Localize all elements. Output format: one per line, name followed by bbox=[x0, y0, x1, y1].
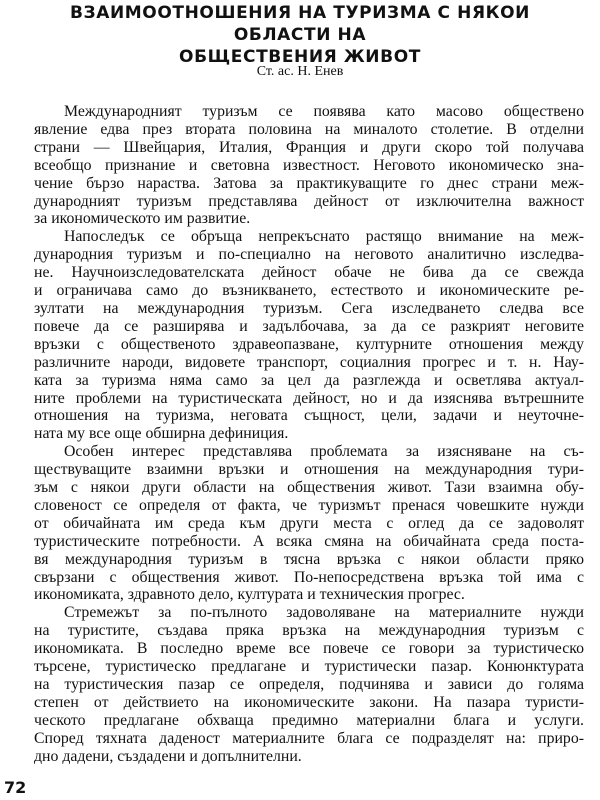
paragraph-line: туристическите потребности. А всяка смяна на обичайната среда поста- bbox=[34, 532, 584, 550]
paragraph-line: всеобщо признание и световна известност. Неговото икономическо зна- bbox=[34, 156, 584, 174]
paragraph-line: не. Научноизследователската дейност обаче не бива да се свежда bbox=[34, 264, 584, 282]
paragraph-line: икономиката, здравното дело, културата и техническия прогрес. bbox=[34, 586, 465, 604]
article-author: Ст. ас. Н. Енев bbox=[256, 64, 344, 79]
paragraph-line: зъм с някои други области на обществения живот. Тази взаимна обу- bbox=[34, 479, 584, 497]
paragraph-line: словеност се определя от факта, че туризмът пренася човешките нужди bbox=[34, 496, 584, 514]
paragraph-line: Според тяхната даденост материалните блага се подразделят на: приро- bbox=[34, 729, 584, 747]
paragraph-line: ческото предлагане обхваща предимно материални блага и услуги. bbox=[34, 711, 584, 729]
paragraph-line: търсене, туристическо предлагане и туристически пазар. Конюнктурата bbox=[34, 658, 584, 676]
paragraph-line: икономиката. В последно време все повече се говори за туристическо bbox=[34, 640, 584, 658]
article-title bbox=[24, 2, 576, 68]
article-title-line: ВЗАИМООТНОШЕНИЯ НА ТУРИЗМА С НЯКОИ ОБЛАСТИ НА bbox=[69, 3, 531, 45]
page-number: 72 bbox=[4, 778, 27, 797]
paragraph-line: връзки с общественото здравеопазване, културните отношения между bbox=[34, 335, 584, 353]
body-paragraph bbox=[34, 443, 584, 604]
paragraph-line: дународния туризъм и по-специално на неговото аналитично изследва- bbox=[34, 246, 584, 264]
paragraph-line: Напоследък се обръща непрекъснато растящо внимание на меж- bbox=[64, 228, 584, 246]
body-paragraph bbox=[34, 103, 584, 228]
paragraph-line: Международният туризъм се появява като масово обществено bbox=[64, 103, 584, 120]
paragraph-line: за икономическото им развитие. bbox=[34, 210, 251, 228]
paragraph-line: на туристите, създава пряка връзка на международния туризъм с bbox=[34, 622, 584, 640]
article-title-line: ОБЩЕСТВЕНИЯ ЖИВОТ bbox=[179, 47, 421, 67]
paragraph-line: ката за туризма няма само за цел да разглежда и осветлява актуал- bbox=[34, 371, 584, 389]
paragraph-line: зултати на международния туризъм. Сега изследването следва все bbox=[34, 299, 584, 317]
body-paragraph bbox=[34, 604, 584, 765]
paragraph-line: различните народи, видовете транспорт, социалния прогрес и т. н. Нау- bbox=[34, 353, 584, 371]
paragraph-line: ните проблеми на туристическата дейност, но и да изяснява вътрешните bbox=[34, 389, 584, 407]
paragraph-line: отношения на туризма, неговата същност, цели, задачи и неуточне- bbox=[34, 407, 584, 425]
paragraph-line: ната му все още обширна дефиниция. bbox=[34, 425, 289, 443]
paragraph-line: степен от действието на икономическите закони. На пазара туристи- bbox=[34, 693, 584, 711]
paragraph-line: чение бързо нараства. Затова за практикуващите го днес страни меж- bbox=[34, 174, 584, 192]
paragraph-line: на туристическия пазар се определя, подчинява и зависи до голяма bbox=[34, 676, 584, 693]
paragraph-line: и ограничава само до възникването, естеството и икономическите ре- bbox=[34, 282, 584, 300]
paragraph-line: ществуващите взаимни връзки и отношения на международния тури- bbox=[34, 461, 584, 479]
paragraph-line: дно дадени, създадени и допълнителни. bbox=[34, 747, 302, 765]
paragraph-line: Стремежът за по-пълното задоволяване на материалните нужди bbox=[64, 604, 584, 622]
article-body bbox=[34, 103, 584, 766]
body-paragraph bbox=[34, 228, 584, 443]
paragraph-line: явление едва през втората половина на миналото столетие. В отделни bbox=[34, 120, 584, 138]
paragraph-line: свързани с обществения живот. По-непосредствена връзка той има с bbox=[34, 568, 584, 586]
paragraph-line: от обичайната им среда към други места с оглед да се задоволят bbox=[34, 514, 584, 532]
paragraph-line: повече да се разширява и задълбочава, за да се разкрият неговите bbox=[34, 317, 584, 335]
paragraph-line: страни — Швейцария, Италия, Франция и други скоро той получава bbox=[34, 138, 584, 156]
paragraph-line: вя международния туризъм в тясна връзка с някои области пряко bbox=[34, 550, 584, 568]
paragraph-line: Особен интерес представлява проблемата за изясняване на съ- bbox=[64, 443, 584, 461]
paragraph-line: дународният туризъм представлява дейност от изключителна важност bbox=[34, 192, 584, 210]
